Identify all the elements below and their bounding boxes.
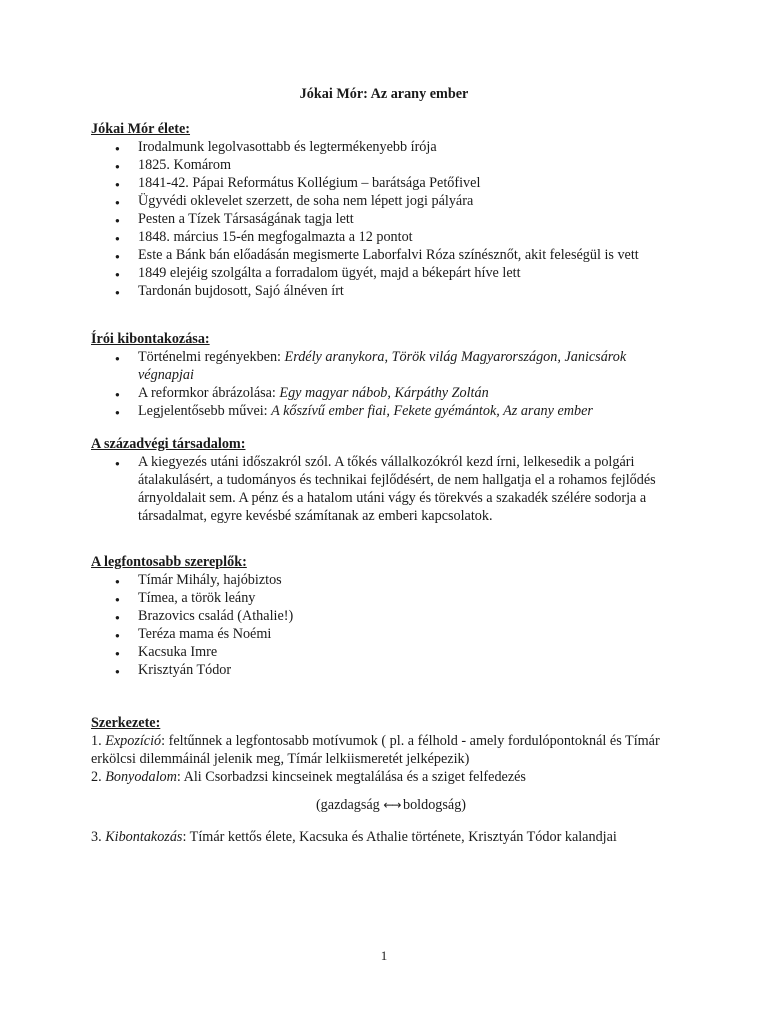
document-title: Jókai Mór: Az arany ember (299, 86, 469, 102)
structure-paragraph-1: 1. Expozíció: feltűnnek a legfontosabb motívumok ( pl. a félhold - amely fordulópontoknál és Tímár erkölcsi dilemmáinál jelenik meg, Tímár lelkiismeretét jelképezik) (91, 733, 660, 767)
list-item: ● Teréza mama és Noémi (91, 625, 681, 643)
bullet-icon (115, 607, 120, 627)
structure-heading: Szerkezete: (91, 715, 161, 731)
list-item: ● A reformkor ábrázolása: Egy magyar nábob, Kárpáthy Zoltán (91, 384, 681, 402)
characters-section (91, 553, 681, 679)
career-section (91, 330, 681, 420)
bullet-icon (115, 453, 120, 473)
list-item: ● 1849 elejéig szolgálta a forradalom ügyét, majd a békepárt híve lett (91, 264, 681, 282)
bullet-icon (115, 384, 120, 404)
structure-paragraph-2: 2. Bonyodalom: Ali Csorbadzsi kincseinek megtalálása és a sziget felfedezés (91, 769, 526, 785)
page-number: 1 (380, 948, 388, 963)
list-item: ● Ügyvédi oklevelet szerzett, de soha nem lépett jogi pályára (91, 192, 681, 210)
society-section (91, 435, 681, 525)
list-item: ● 1848. március 15-én megfogalmazta a 12 pontot (91, 228, 681, 246)
list-item: ● Brazovics család (Athalie!) (91, 607, 681, 625)
bullet-icon (115, 210, 120, 230)
characters-list (91, 571, 681, 679)
list-item: ● Tardonán bujdosott, Sajó álnéven írt (91, 282, 681, 300)
list-item: ● Pesten a Tízek Társaságának tagja lett (91, 210, 681, 228)
characters-heading: A legfontosabb szereplők: (91, 554, 247, 570)
structure-section (91, 714, 691, 846)
bullet-icon (115, 661, 120, 681)
society-list (91, 453, 681, 525)
list-item: ● Krisztyán Tódor (91, 661, 681, 679)
structure-paragraph-3: 3. Kibontakozás: Tímár kettős élete, Kacsuka és Athalie története, Krisztyán Tódor kalandjai (91, 829, 617, 845)
bullet-icon (115, 643, 120, 663)
list-item: ● Kacsuka Imre (91, 643, 681, 661)
life-heading: Jókai Mór élete: (91, 121, 191, 137)
list-item: ● Tímár Mihály, hajóbiztos (91, 571, 681, 589)
list-item: ● Történelmi regényekben: Erdély aranykora, Török világ Magyarországon, Janicsárok végnapjai (91, 348, 681, 384)
bullet-icon (115, 246, 120, 266)
list-item: ● 1841-42. Pápai Református Kollégium – barátsága Petőfivel (91, 174, 681, 192)
list-item: ● Legjelentősebb művei: A kőszívű ember fiai, Fekete gyémántok, Az arany ember (91, 402, 681, 420)
bullet-icon (115, 282, 120, 302)
bullet-icon (115, 156, 120, 176)
bullet-icon (115, 228, 120, 248)
bullet-icon (115, 138, 120, 158)
career-list (91, 348, 681, 420)
bullet-icon (115, 625, 120, 645)
bullet-icon (115, 174, 120, 194)
life-list (91, 138, 681, 300)
bullet-icon (115, 589, 120, 609)
life-section (91, 120, 681, 300)
list-item: ● Irodalmunk legolvasottabb és legtermékenyebb írója (91, 138, 681, 156)
career-heading: Írói kibontakozása: (91, 331, 210, 347)
list-item: ● 1825. Komárom (91, 156, 681, 174)
society-heading: A századvégi társadalom: (91, 436, 246, 452)
bullet-icon (115, 402, 120, 422)
bullet-icon (115, 264, 120, 284)
list-item: ● Este a Bánk bán előadásán megismerte Laborfalvi Róza színésznőt, akit feleségül is vett (91, 246, 681, 264)
list-item: ● A kiegyezés utáni időszakról szól. A tőkés vállalkozókról kezd írni, lelkesedik a polgári átalakulásért, a tudományos és technikai fejlődésért, de nem hallgatja el a rohamos fejlődés árnyoldalait sem. A pénz és a hatalom utáni vágy és törekvés a szakadék szélére sodorja a társadalmat, egyre kevésbé számítanak az emberi kapcsolatok. (91, 453, 681, 525)
double-arrow-icon: ←→ (383, 798, 400, 812)
wealth-happiness-line: (gazdagság ←→ boldogság) (315, 797, 467, 813)
list-item: ● Tímea, a török leány (91, 589, 681, 607)
bullet-icon (115, 192, 120, 212)
bullet-icon (115, 571, 120, 591)
bullet-icon (115, 348, 120, 368)
